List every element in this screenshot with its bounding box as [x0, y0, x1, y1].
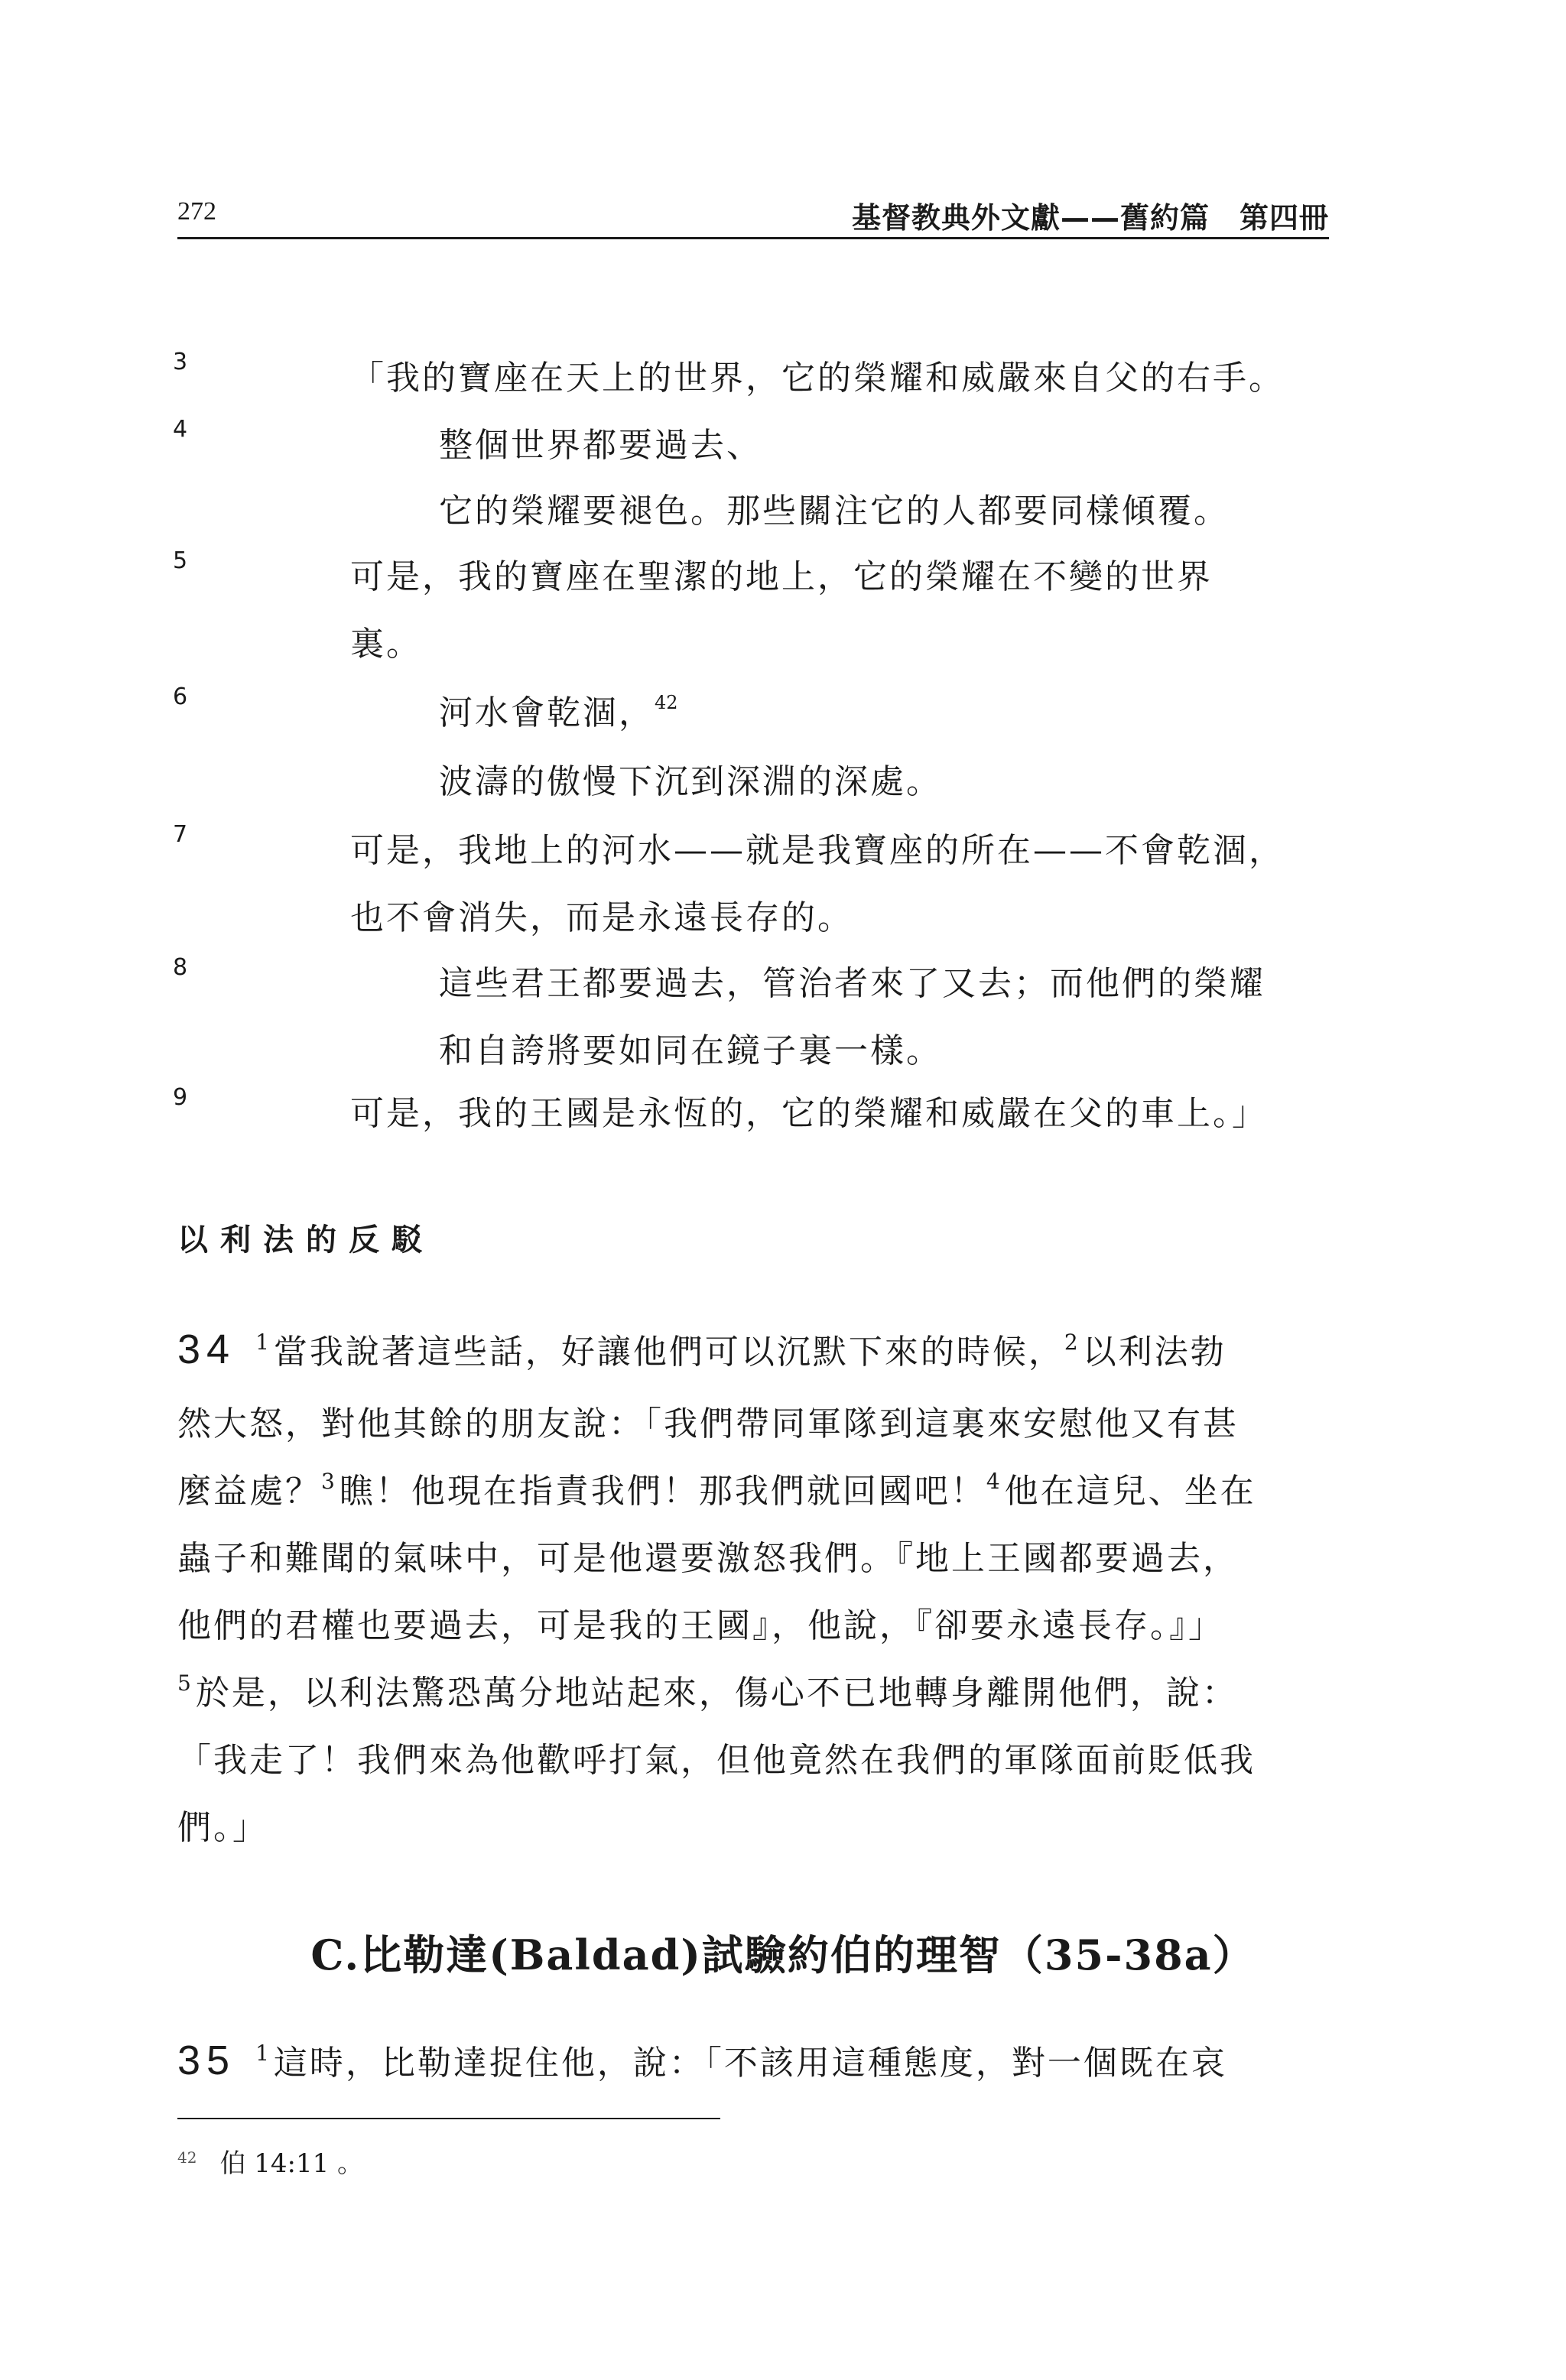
poem-line: 波濤的傲慢下沉到深淵的深處。	[439, 762, 942, 801]
poem-line: 整個世界都要過去、	[439, 426, 762, 465]
header-rule	[177, 237, 1329, 239]
prose-line: 們。」	[177, 1808, 268, 1847]
poem-line: 也不會消失，而是永遠長存的。	[350, 898, 853, 937]
poem-line	[439, 685, 678, 734]
prose-text: 這時，比勒達捉住他，說：「不該用這種態度，對一個既在哀	[273, 2044, 1227, 2083]
verse-number: 4	[986, 1469, 1000, 1494]
prose-line	[177, 1665, 1238, 1714]
verse-number: 8	[173, 954, 188, 981]
chapter-number: 35	[177, 2037, 236, 2083]
poem-line: 「我的寶座在天上的世界，它的榮耀和威嚴來自父的右手。	[350, 359, 1285, 398]
page-number: 272	[177, 197, 216, 226]
subheading: 以利法的反駁	[177, 1222, 434, 1258]
prose-line	[177, 1463, 1256, 1512]
footnote-text: 伯 14:11 。	[219, 2148, 364, 2179]
chapter-number: 34	[177, 1326, 236, 1372]
prose-text: 麼益處？	[177, 1472, 321, 1511]
verse-number: 5	[177, 1671, 191, 1696]
poem-line-text: 河水會乾涸，	[439, 693, 655, 732]
poem-line: 裏。	[350, 625, 422, 664]
prose-line: 蟲子和難聞的氣味中，可是他還要激怒我們。『地上王國都要過去，	[177, 1539, 1239, 1578]
poem-line: 和自誇將要如同在鏡子裏一樣。	[439, 1031, 942, 1070]
poem-line: 這些君王都要過去，管治者來了又去；而他們的榮耀	[439, 964, 1265, 1003]
prose-line: 然大怒，對他其餘的朋友說：「我們帶同軍隊到這裏來安慰他又有甚	[177, 1404, 1239, 1443]
prose-text: 以利法勃	[1082, 1333, 1226, 1372]
prose-text: 他在這兒、坐在	[1004, 1472, 1256, 1511]
verse-number: 2	[1064, 1330, 1078, 1355]
footnote-rule	[177, 2118, 720, 2119]
running-head: 基督教典外文獻——舊約篇 第四冊	[851, 201, 1329, 235]
prose-line: 他們的君權也要過去，可是我的王國』，他說，『卻要永遠長存。』」	[177, 1606, 1224, 1645]
section-heading: C.比勒達(Baldad)試驗約伯的理智（35-38a）	[310, 1930, 1256, 1979]
prose-line	[177, 1324, 1226, 1373]
verse-number: 4	[173, 416, 188, 443]
verse-number: 1	[255, 2041, 269, 2066]
verse-number: 7	[173, 821, 188, 848]
verse-number: 3	[173, 349, 188, 375]
prose-text: 於是，以利法驚恐萬分地站起來，傷心不已地轉身離開他們，說：	[195, 1674, 1238, 1713]
footnote-marker: 42	[177, 2148, 197, 2167]
prose-text: 當我說著這些話，好讓他們可以沉默下來的時候，	[273, 1333, 1064, 1372]
prose-line: 「我走了！我們來為他歡呼打氣，但他竟然在我們的軍隊面前貶低我	[177, 1741, 1256, 1780]
poem-line: 可是，我地上的河水——就是我寶座的所在——不會乾涸，	[350, 831, 1285, 870]
verse-number: 3	[321, 1469, 335, 1494]
footnote-reference[interactable]: 42	[655, 692, 678, 713]
verse-number: 9	[173, 1084, 188, 1111]
verse-number: 5	[173, 547, 188, 574]
verse-number: 1	[255, 1330, 269, 1355]
prose-text: 瞧！他現在指責我們！那我們就回國吧！	[339, 1472, 986, 1511]
verse-number: 6	[173, 683, 188, 710]
prose-line	[177, 2035, 1227, 2084]
footnote	[177, 2142, 363, 2180]
poem-line: 可是，我的寶座在聖潔的地上，它的榮耀在不變的世界	[350, 557, 1213, 596]
poem-line: 可是，我的王國是永恆的，它的榮耀和威嚴在父的車上。」	[350, 1094, 1268, 1133]
poem-line: 它的榮耀要褪色。那些關注它的人都要同樣傾覆。	[439, 492, 1230, 531]
